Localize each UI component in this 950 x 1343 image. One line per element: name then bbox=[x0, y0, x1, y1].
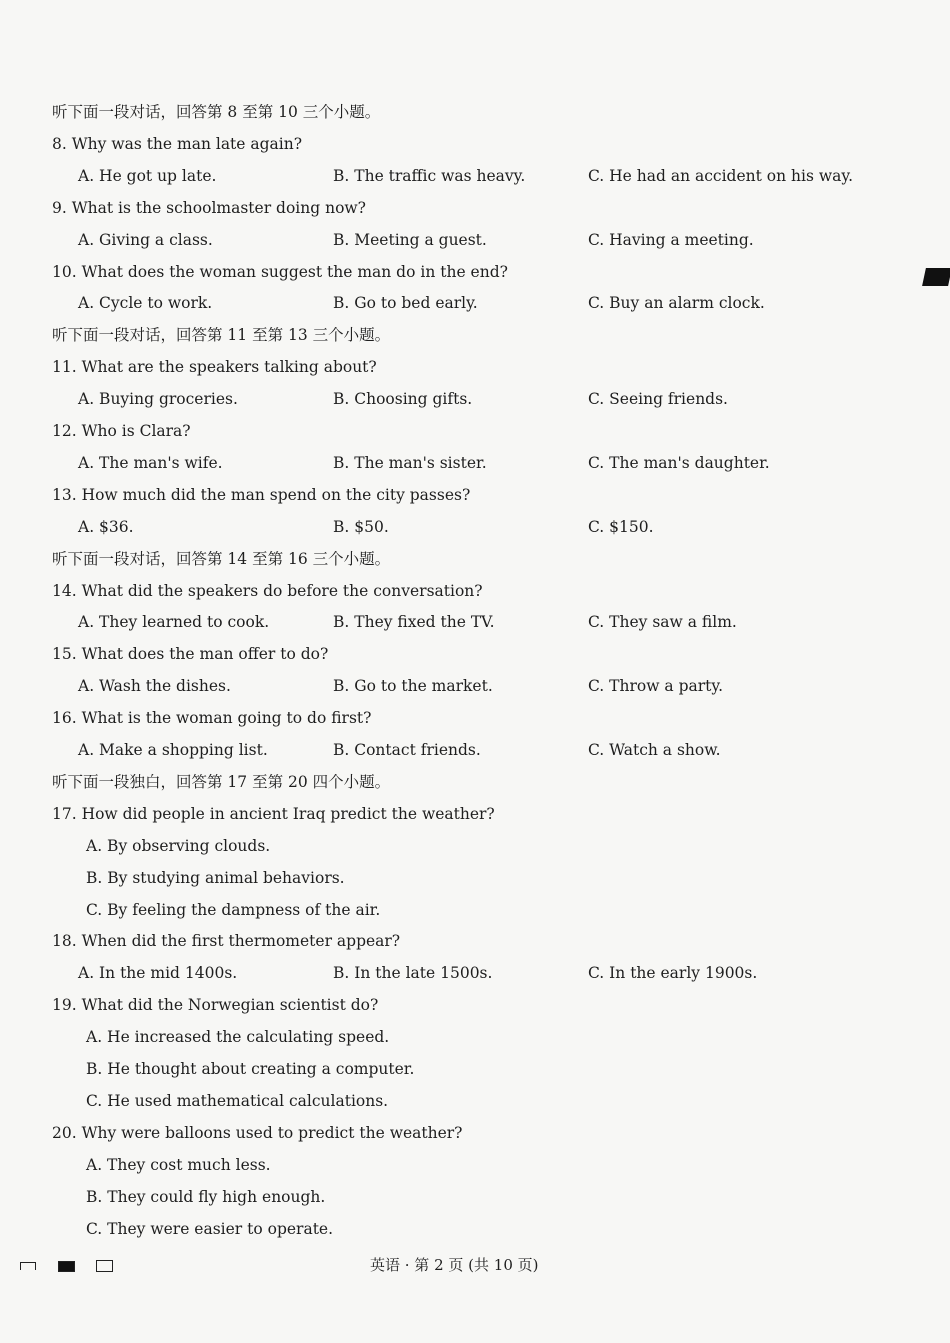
question-stem bbox=[0, 798, 950, 830]
option-text: C. They were easier to operate. bbox=[86, 1219, 334, 1238]
option-line bbox=[0, 1149, 950, 1181]
option-text: B. By studying animal behaviors. bbox=[86, 868, 345, 887]
section-heading-text: 听下面一段对话，回答第 11 至第 13 三个小题。 bbox=[52, 326, 391, 345]
option-row bbox=[0, 511, 950, 543]
question-stem bbox=[0, 989, 950, 1021]
section-heading-text: 听下面一段对话，回答第 8 至第 10 三个小题。 bbox=[52, 103, 381, 121]
option-text: A. They cost much less. bbox=[86, 1155, 271, 1174]
option-c: C. Buy an alarm clock. bbox=[588, 294, 765, 313]
option-b: B. Contact friends. bbox=[333, 741, 481, 759]
filled-box-mark bbox=[58, 1261, 75, 1272]
page-footer bbox=[0, 1250, 950, 1280]
option-line bbox=[0, 1053, 950, 1085]
question-stem bbox=[0, 128, 950, 160]
option-line bbox=[0, 830, 950, 862]
option-c: C. He had an accident on his way. bbox=[588, 166, 853, 185]
corner-bracket-mark bbox=[20, 1262, 36, 1270]
question-text: 14. What did the speakers do before the conversation? bbox=[52, 581, 483, 600]
question-stem bbox=[0, 702, 950, 734]
question-text: 11. What are the speakers talking about? bbox=[52, 358, 377, 377]
option-a: A. The man's wife. bbox=[78, 453, 223, 472]
option-line bbox=[0, 1181, 950, 1213]
question-stem bbox=[0, 256, 950, 288]
option-c: C. Throw a party. bbox=[588, 677, 724, 696]
option-row bbox=[0, 160, 950, 192]
question-text: 16. What is the woman going to do first? bbox=[52, 709, 372, 728]
question-stem bbox=[0, 415, 950, 447]
question-stem bbox=[0, 1117, 950, 1149]
section-heading-text: 听下面一段独白，回答第 17 至第 20 四个小题。 bbox=[52, 772, 391, 791]
option-a: A. Wash the dishes. bbox=[78, 677, 231, 696]
question-stem bbox=[0, 479, 950, 511]
option-a: A. They learned to cook. bbox=[78, 613, 270, 632]
option-c: C. $150. bbox=[588, 517, 654, 536]
option-row bbox=[0, 383, 950, 415]
option-row bbox=[0, 734, 950, 766]
option-c: C. In the early 1900s. bbox=[588, 964, 758, 983]
question-text: 10. What does the woman suggest the man do in the end? bbox=[52, 262, 508, 281]
option-line bbox=[0, 862, 950, 894]
question-text: 17. How did people in ancient Iraq predict the weather? bbox=[52, 804, 495, 823]
question-text: 20. Why were balloons used to predict the weather? bbox=[52, 1123, 463, 1142]
question-text: 12. Who is Clara? bbox=[52, 422, 191, 440]
option-line bbox=[0, 1085, 950, 1117]
question-stem bbox=[0, 575, 950, 607]
option-row bbox=[0, 606, 950, 638]
option-a: A. Cycle to work. bbox=[78, 294, 213, 313]
question-text: 8. Why was the man late again? bbox=[52, 134, 303, 153]
question-text: 15. What does the man offer to do? bbox=[52, 645, 329, 664]
page-number: 英语 · 第 2 页 (共 10 页) bbox=[370, 1256, 539, 1274]
option-text: A. By observing clouds. bbox=[86, 836, 271, 855]
option-line bbox=[0, 1021, 950, 1053]
option-text: B. He thought about creating a computer. bbox=[86, 1060, 415, 1078]
option-row bbox=[0, 670, 950, 702]
option-b: B. The man's sister. bbox=[333, 453, 487, 472]
option-a: A. Make a shopping list. bbox=[78, 741, 268, 759]
option-c: C. The man's daughter. bbox=[588, 453, 770, 472]
question-text: 13. How much did the man spend on the city passes? bbox=[52, 485, 471, 504]
option-b: B. The traffic was heavy. bbox=[333, 166, 526, 185]
option-c: C. They saw a film. bbox=[588, 613, 737, 632]
question-stem bbox=[0, 351, 950, 383]
section-heading bbox=[0, 543, 950, 575]
option-b: B. $50. bbox=[333, 517, 389, 536]
question-text: 9. What is the schoolmaster doing now? bbox=[52, 198, 366, 217]
section-heading-text: 听下面一段对话，回答第 14 至第 16 三个小题。 bbox=[52, 549, 391, 568]
option-a: A. He got up late. bbox=[78, 166, 217, 185]
question-text: 18. When did the first thermometer appear? bbox=[52, 932, 401, 951]
option-row bbox=[0, 447, 950, 479]
option-text: B. They could fly high enough. bbox=[86, 1187, 326, 1206]
option-line bbox=[0, 894, 950, 926]
option-b: B. Go to bed early. bbox=[333, 294, 478, 313]
question-stem bbox=[0, 192, 950, 224]
option-line bbox=[0, 1213, 950, 1245]
section-heading bbox=[0, 319, 950, 351]
option-b: B. They fixed the TV. bbox=[333, 613, 495, 632]
option-c: C. Watch a show. bbox=[588, 741, 721, 759]
section-heading bbox=[0, 766, 950, 798]
option-b: B. Choosing gifts. bbox=[333, 390, 473, 409]
option-a: A. In the mid 1400s. bbox=[78, 964, 238, 983]
option-a: A. Buying groceries. bbox=[78, 390, 238, 409]
option-row bbox=[0, 287, 950, 319]
question-stem bbox=[0, 638, 950, 670]
question-stem bbox=[0, 925, 950, 957]
option-row bbox=[0, 224, 950, 256]
option-a: A. Giving a class. bbox=[78, 230, 213, 249]
section-heading bbox=[0, 96, 950, 128]
option-c: C. Seeing friends. bbox=[588, 390, 728, 409]
scan-mark bbox=[922, 268, 950, 286]
option-c: C. Having a meeting. bbox=[588, 230, 754, 249]
option-text: A. He increased the calculating speed. bbox=[86, 1028, 390, 1047]
option-row bbox=[0, 957, 950, 989]
open-box-mark bbox=[96, 1260, 113, 1272]
option-text: C. By feeling the dampness of the air. bbox=[86, 900, 381, 919]
option-b: B. Meeting a guest. bbox=[333, 230, 487, 249]
option-a: A. $36. bbox=[78, 517, 134, 536]
option-text: C. He used mathematical calculations. bbox=[86, 1091, 389, 1110]
question-text: 19. What did the Norwegian scientist do? bbox=[52, 996, 379, 1015]
option-b: B. In the late 1500s. bbox=[333, 964, 493, 983]
option-b: B. Go to the market. bbox=[333, 677, 493, 696]
